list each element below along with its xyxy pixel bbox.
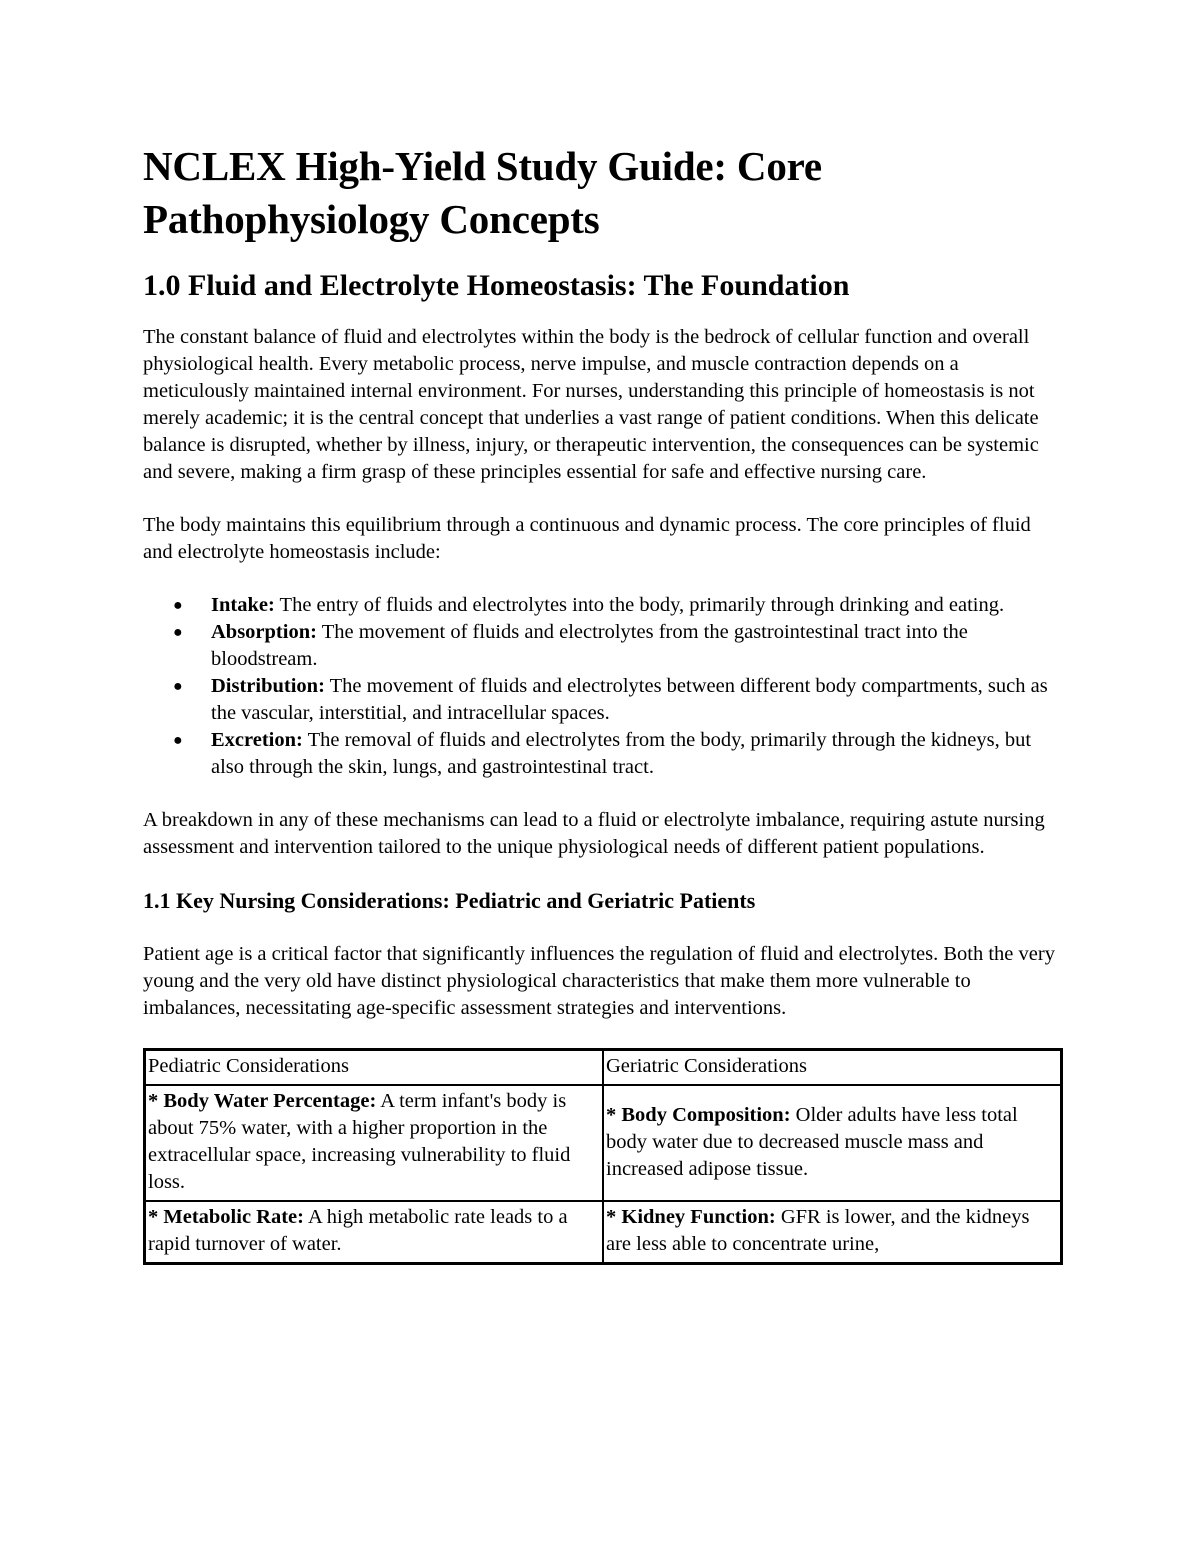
table-row (145, 1085, 1062, 1201)
document-page (143, 140, 1063, 1265)
considerations-table (143, 1048, 1063, 1265)
list-item-term: Distribution: (211, 675, 325, 697)
table-row (145, 1201, 1062, 1264)
paragraph-core-principles: The body maintains this equilibrium through a continuous and dynamic process. The core principles of fluid and electrolyte homeostasis include: (143, 514, 1031, 563)
list-item-term: Intake: (211, 594, 275, 616)
section-heading-1-1: 1.1 Key Nursing Considerations: Pediatric and Geriatric Patients (143, 888, 756, 913)
cell-text: A term infant's body is about 75% water, with a higher proportion in the extracellular space, increasing vulnerability to fluid loss. (148, 1090, 571, 1193)
table-cell (145, 1201, 604, 1264)
table-cell (145, 1085, 604, 1201)
table-cell (603, 1201, 1062, 1264)
list-item-term: Excretion: (211, 729, 303, 751)
cell-text: GFR is lower, and the kidneys are less able to concentrate urine, (606, 1206, 1030, 1255)
document-title: NCLEX High-Yield Study Guide: Core Pathophysiology Concepts (143, 143, 822, 242)
cell-term: * Metabolic Rate: (148, 1206, 304, 1228)
paragraph-age-factor: Patient age is a critical factor that significantly influences the regulation of fluid and electrolytes. Both the very young and the very old have distinct physiological characteristics that make them more vulnerable to imbalances, necessitating age-specific assessment strategies and interventions. (143, 943, 1055, 1019)
cell-term: * Body Water Percentage: (148, 1090, 377, 1112)
list-item-text: The movement of fluids and electrolytes between different body compartments, such as the vascular, interstitial, and intracellular spaces. (211, 675, 1048, 724)
list-item (173, 673, 1063, 727)
table-header-geriatric: Geriatric Considerations (603, 1050, 1062, 1086)
list-item-text: The entry of fluids and electrolytes into the body, primarily through drinking and eating. (274, 594, 1005, 616)
bullet-icon: ● (173, 678, 183, 695)
list-item-term: Absorption: (211, 621, 317, 643)
list-item (173, 727, 1063, 781)
paragraph-homeostasis-intro: The constant balance of fluid and electrolytes within the body is the bedrock of cellular function and overall physiological health. Every metabolic process, nerve impulse, and muscle contraction depends on a meticulously maintained internal environment. For nurses, understanding this principle of homeostasis is not merely academic; it is the central concept that underlies a vast range of patient conditions. When this delicate balance is disrupted, whether by illness, injury, or therapeutic intervention, the consequences can be systemic and severe, making a firm grasp of these principles essential for safe and effective nursing care. (143, 326, 1039, 483)
list-item-text: The removal of fluids and electrolytes from the body, primarily through the kidneys, but also through the skin, lungs, and gastrointestinal tract. (211, 729, 1032, 778)
bullet-icon: ● (173, 732, 183, 749)
bullet-icon: ● (173, 624, 183, 641)
list-item (173, 592, 1063, 619)
table-header-pediatric: Pediatric Considerations (145, 1050, 604, 1086)
cell-text: A high metabolic rate leads to a rapid turnover of water. (148, 1206, 568, 1255)
table-cell (603, 1085, 1062, 1201)
cell-term: * Kidney Function: (606, 1206, 776, 1228)
list-item-text: The movement of fluids and electrolytes from the gastrointestinal tract into the bloodstream. (211, 621, 968, 670)
table-header-row (145, 1050, 1062, 1086)
principles-list (143, 592, 1063, 781)
cell-text: Older adults have less total body water due to decreased muscle mass and increased adipose tissue. (606, 1103, 1018, 1180)
paragraph-imbalance: A breakdown in any of these mechanisms can lead to a fluid or electrolyte imbalance, requiring astute nursing assessment and intervention tailored to the unique physiological needs of different patient populations. (143, 809, 1045, 858)
section-heading-1-0: 1.0 Fluid and Electrolyte Homeostasis: The Foundation (143, 269, 850, 302)
cell-term: * Body Composition: (606, 1103, 791, 1126)
bullet-icon: ● (173, 597, 183, 614)
list-item (173, 619, 1063, 673)
